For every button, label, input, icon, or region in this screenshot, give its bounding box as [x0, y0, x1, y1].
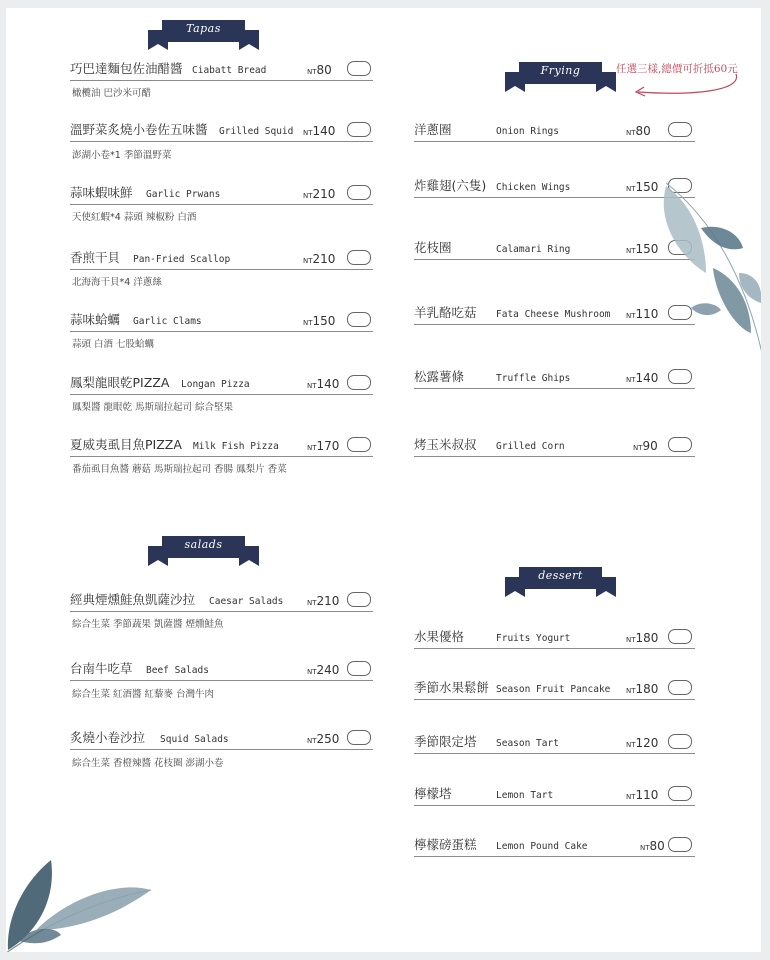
item-price: NT80: [640, 839, 665, 853]
item-price: NT180: [626, 682, 659, 696]
item-name-en: Garlic Prwans: [146, 189, 221, 200]
order-checkbox[interactable]: [668, 786, 692, 801]
item-name-zh: 花枝圈: [414, 240, 452, 255]
order-checkbox[interactable]: [347, 61, 371, 76]
item-name-en: Milk Fish Pizza: [193, 441, 279, 452]
menu-item: [414, 430, 695, 457]
item-name-en: Garlic Clams: [133, 316, 202, 327]
order-checkbox[interactable]: [347, 375, 371, 390]
item-description: 橄欖油 巴沙米可醋: [72, 88, 152, 99]
order-checkbox[interactable]: [347, 185, 371, 200]
curved-arrow-icon: [618, 68, 748, 102]
item-description: 澎湖小卷*1 季節溫野菜: [72, 150, 172, 161]
item-name-en: Chicken Wings: [496, 182, 571, 193]
section-banner-dessert: [503, 563, 618, 603]
item-name-zh: 溫野菜炙燒小卷佐五味醬: [70, 122, 208, 137]
item-price: NT150: [626, 180, 659, 194]
item-name-en: Grilled Squid: [219, 126, 294, 137]
menu-item: [70, 115, 373, 142]
order-checkbox[interactable]: [668, 437, 692, 452]
order-checkbox[interactable]: [347, 437, 371, 452]
item-name-en: Onion Rings: [496, 126, 559, 137]
item-name-zh: 羊乳酪吃菇: [414, 305, 477, 320]
menu-item: [70, 305, 373, 332]
item-name-zh: 季節水果鬆餅: [414, 680, 490, 695]
item-price: NT140: [307, 377, 340, 391]
item-name-zh: 檸檬塔: [414, 786, 452, 801]
section-title-frying: Frying: [540, 64, 581, 77]
item-price: NT90: [633, 439, 658, 453]
item-price: NT170: [307, 439, 340, 453]
item-name-en: Squid Salads: [160, 734, 229, 745]
item-name-zh: 蒜味蝦味鮮: [70, 185, 133, 200]
item-name-en: Caesar Salads: [209, 596, 284, 607]
item-description: 綜合生菜 紅酒醬 紅藜麥 台灣牛肉: [72, 689, 215, 700]
item-price: NT140: [626, 371, 659, 385]
item-name-en: Beef Salads: [146, 665, 209, 676]
order-checkbox[interactable]: [668, 734, 692, 749]
order-checkbox[interactable]: [668, 629, 692, 644]
item-price: NT210: [307, 594, 340, 608]
item-name-en: Fata Cheese Mushroom: [496, 309, 611, 320]
order-checkbox[interactable]: [347, 312, 371, 327]
menu-item: [414, 779, 695, 806]
menu-item: [70, 723, 373, 750]
menu-item: [414, 830, 695, 857]
menu-item: [414, 727, 695, 754]
item-description: 天使紅蝦*4 蒜頭 辣椒粉 白酒: [72, 212, 197, 223]
menu-page: [6, 8, 761, 952]
menu-item: [414, 673, 695, 700]
item-price: NT110: [626, 307, 659, 321]
item-name-zh: 檸檬磅蛋糕: [414, 837, 477, 852]
item-name-zh: 台南牛吃草: [70, 661, 133, 676]
menu-item: [414, 115, 695, 142]
item-name-zh: 洋蔥圈: [414, 122, 452, 137]
menu-item: [70, 368, 373, 395]
item-description: 番茄虱目魚醬 蘑菇 馬斯瑞拉起司 香腸 鳳梨片 香菜: [72, 464, 287, 475]
item-name-en: Fruits Yogurt: [496, 633, 571, 644]
item-name-en: Ciabatt Bread: [192, 65, 267, 76]
item-name-en: Season Tart: [496, 738, 559, 749]
item-price: NT180: [626, 631, 659, 645]
item-price: NT110: [626, 788, 659, 802]
item-description: 北海海干貝*4 洋蔥絲: [72, 277, 162, 288]
item-price: NT80: [626, 124, 651, 138]
order-checkbox[interactable]: [347, 250, 371, 265]
order-checkbox[interactable]: [668, 122, 692, 137]
item-description: 綜合生菜 季節蔬果 凱薩醬 煙燻鮭魚: [72, 619, 224, 630]
item-name-zh: 松露薯條: [414, 369, 465, 384]
item-name-zh: 烤玉米叔叔: [414, 437, 477, 452]
item-name-en: Calamari Ring: [496, 244, 571, 255]
menu-item: [70, 585, 373, 612]
menu-item: [70, 243, 373, 270]
section-banner-frying: [503, 58, 618, 98]
section-banner-tapas: [146, 16, 261, 56]
section-title-salads: salads: [184, 538, 223, 551]
section-title-dessert: dessert: [538, 569, 583, 582]
item-price: NT240: [307, 663, 340, 677]
item-name-en: Grilled Corn: [496, 441, 565, 452]
menu-item: [414, 362, 695, 389]
item-price: NT140: [303, 124, 336, 138]
item-price: NT210: [303, 187, 336, 201]
order-checkbox[interactable]: [347, 661, 371, 676]
item-name-zh: 經典煙燻鮭魚凱薩沙拉: [70, 592, 196, 607]
order-checkbox[interactable]: [347, 730, 371, 745]
item-price: NT150: [626, 242, 659, 256]
menu-item: [70, 654, 373, 681]
menu-item: [70, 430, 373, 457]
order-checkbox[interactable]: [347, 122, 371, 137]
order-checkbox[interactable]: [668, 680, 692, 695]
item-name-en: Truffle Ghips: [496, 373, 571, 384]
item-description: 綜合生菜 香橙辣醬 花枝圈 澎湖小卷: [72, 758, 224, 769]
item-description: 蒜頭 白酒 七股蛤蠣: [72, 339, 155, 350]
menu-item: [70, 54, 373, 81]
section-title-tapas: Tapas: [186, 22, 221, 35]
item-name-zh: 水果優格: [414, 629, 465, 644]
leaf-decoration-icon: [6, 855, 156, 952]
item-name-zh: 鳳梨龍眼乾PIZZA: [70, 375, 170, 390]
order-checkbox[interactable]: [668, 369, 692, 384]
item-name-en: Pan-Fried Scallop: [133, 254, 231, 265]
item-description: 鳳梨醬 龍眼乾 馬斯瑞拉起司 綜合堅果: [72, 402, 234, 413]
item-name-zh: 炸雞翅(六隻): [414, 178, 487, 193]
item-name-zh: 蒜味蛤蠣: [70, 312, 121, 327]
order-checkbox[interactable]: [347, 592, 371, 607]
menu-item: [70, 178, 373, 205]
section-banner-salads: [146, 532, 261, 572]
item-price: NT80: [307, 63, 332, 77]
item-price: NT120: [626, 736, 659, 750]
menu-item: [414, 622, 695, 649]
item-price: NT210: [303, 252, 336, 266]
leaf-decoration-icon: [651, 178, 761, 363]
item-name-zh: 夏威夷虱目魚PIZZA: [70, 437, 182, 452]
item-name-zh: 巧巴達麵包佐油醋醬: [70, 61, 183, 76]
item-name-en: Lemon Pound Cake: [496, 841, 588, 852]
item-price: NT150: [303, 314, 336, 328]
item-name-en: Season Fruit Pancake: [496, 684, 611, 695]
item-name-zh: 香煎干貝: [70, 250, 121, 265]
order-checkbox[interactable]: [668, 837, 692, 852]
promo-note: 任選三樣,總價可折抵60元: [616, 63, 738, 75]
item-name-zh: 炙燒小卷沙拉: [70, 730, 146, 745]
item-name-en: Longan Pizza: [181, 379, 250, 390]
item-price: NT250: [307, 732, 340, 746]
item-name-en: Lemon Tart: [496, 790, 554, 801]
item-name-zh: 季節限定塔: [414, 734, 477, 749]
